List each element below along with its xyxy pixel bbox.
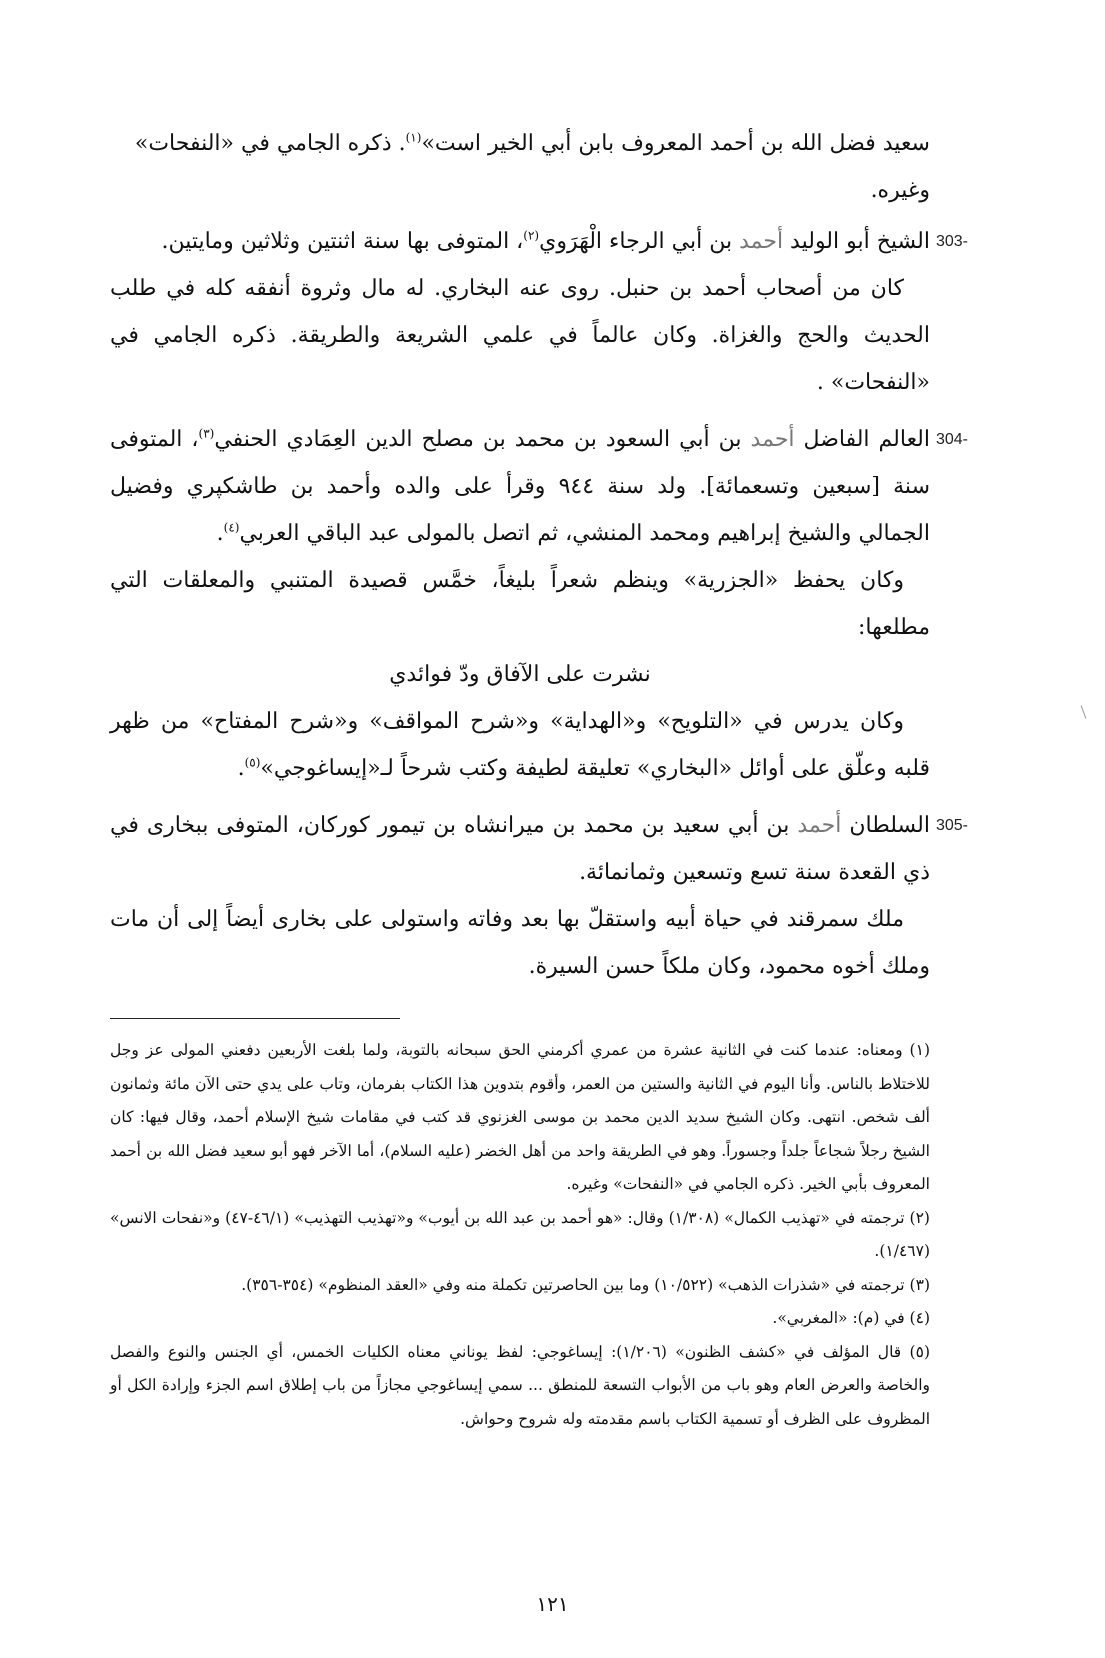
entry-body <box>110 698 930 792</box>
footnote-4: (٤) في (م): «المغربي». <box>772 1309 930 1327</box>
footnote-ref: (٤) <box>223 520 240 535</box>
entry-body-text: وكان يدرس في «التلويح» و«الهداية» و«شرح المواقف» و«شرح المفتاح» من ظهر قلبه وعلّق على أوائل «البخاري» تعليقة لطيفة وكتب شرحاً لـ«إيساغوجي» <box>110 709 930 781</box>
footnote-ref: (١) <box>405 130 422 145</box>
entry-body: كان من أصحاب أحمد بن حنبل. روى عنه البخاري. له مال وثروة أنفقه كله في طلب الحديث والحج والغزاة. وكان عالماً في علمي الشريعة والطريقة. ذكره الجامي في «النفحات» . <box>110 276 930 395</box>
entry-303 <box>110 218 968 406</box>
entry-title: الشيخ أبو الوليد <box>783 229 930 254</box>
footnote-2: (٢) ترجمته في «تهذيب الكمال» (١/٣٠٨) وقال: «هو أحمد بن عبد الله بن أيوب» و«تهذيب التهذيب» (٤٦/١-٤٧) و«نفحات الانس» (١/٤٦٧). <box>110 1208 930 1260</box>
footnote-3: (٣) ترجمته في «شذرات الذهب» (١٠/٥٢٢) وما بين الحاصرتين تكملة منه وفي «العقد المنظوم» (٣٥٤-٣٥٦). <box>241 1275 930 1294</box>
footnotes <box>110 1034 930 1436</box>
opening-line1: سعيد فضل الله بن أحمد المعروف بابن أبي الخير است» <box>421 131 930 156</box>
verse-line: نشرت على الآفاق ودّ فوائدي <box>389 662 651 687</box>
entry-305 <box>110 802 968 990</box>
entry-title: . <box>216 521 224 546</box>
entry-number: 303- <box>935 233 968 250</box>
page-body <box>110 120 968 1436</box>
entry-heading <box>110 802 930 896</box>
entry-name: أحمد <box>797 813 842 838</box>
entry-title: ، المتوفى سنة [سبعين وتسعمائة]. ولد سنة ٩٤٤ وقرأ على والده وأحمد بن طاشكپري وفضيل الجمالي والشيخ إبراهيم ومحمد المنشي، ثم اتصل بالمولى عبد الباقي العربي <box>110 427 931 546</box>
entry-title: العالم الفاضل <box>794 427 930 452</box>
entry-name: أحمد <box>739 229 784 254</box>
entry-heading <box>110 218 930 265</box>
opening-line1-end: . ذكره الجامي في «النفحات» <box>134 131 406 156</box>
entry-number: 304- <box>935 431 968 448</box>
footnote-ref: (٢) <box>523 228 540 243</box>
page-number: ١٢١ <box>536 1592 569 1616</box>
entry-title: السلطان <box>841 813 930 838</box>
entry-body: وكان يحفظ «الجزرية» وينظم شعراً بليغاً، خمَّس قصيدة المتنبي والمعلقات التي مطلعها: <box>110 568 930 640</box>
entry-body: ملك سمرقند في حياة أبيه واستقلّ بها بعد وفاته واستولى على بخارى أيضاً إلى أن مات وملك أخوه محمود، وكان ملكاً حسن السيرة. <box>110 907 930 979</box>
entry-heading <box>110 416 930 557</box>
entry-title: بن أبي الرجاء الْهَرَوي <box>539 229 740 254</box>
entry-304 <box>110 416 968 792</box>
footnote-ref: (٣) <box>198 426 215 441</box>
footnote-ref: (٥) <box>244 755 261 770</box>
entry-body-text: . <box>237 756 245 781</box>
footnote-1: (١) ومعناه: عندما كنت في الثانية عشرة من عمري أكرمني الحق سبحانه بالتوبة، ولما بلغت الأربعين دفعني المولى عز وجل للاختلاط بالناس. وأنا اليوم في الثانية والستين من العمر، وأقوم بتدوين هذا الكتاب بفرمان، وتاب على يدي حتى الآن مائة وثمانون ألف شخص. انتهى. وكان الشيخ سديد الدين محمد بن موسى الغزنوي قد كتب في مقامات شيخ الإسلام أحمد، وقال فيها: كان الشيخ رجلاً شجاعاً جلداً وجسوراً. وهو في الطريقة واحد من أهل الخضر (عليه السلام)، أما الآخر فهو أبو سعيد فضل الله بن أحمد المعروف بأبي الخير. ذكره الجامي في «النفحات» وغيره. <box>110 1041 930 1193</box>
entry-title: ، المتوفى بها سنة اثنتين وثلاثين ومايتين. <box>161 229 524 254</box>
entry-name: أحمد <box>750 427 795 452</box>
entry-title: بن أبي السعود بن محمد بن مصلح الدين العِمَادي الحنفي <box>214 427 751 452</box>
opening-paragraph <box>110 120 930 214</box>
footnote-rule <box>110 1018 400 1019</box>
opening-line2: وغيره. <box>870 178 930 203</box>
entry-number: 305- <box>935 817 968 834</box>
footnote-5: (٥) قال المؤلف في «كشف الظنون» (١/٢٠٦): إيساغوجي: لفظ يوناني معناه الكليات الخمس، أي الجنس والنوع والفصل والخاصة والعرض العام وهو باب من الأبواب التسعة للمنطق ... سمي إيساغوجي مجازاً من باب إطلاق اسم الجزء وإرادة الكل أو المظروف على الظرف أو تسمية الكتاب باسم مقدمته وله شروح وحواش. <box>110 1342 930 1428</box>
margin-mark <box>1081 705 1087 718</box>
footnote-separator <box>110 990 930 1030</box>
entry-title: بن أبي سعيد بن محمد بن ميرانشاه بن تيمور كوركان، المتوفى ببخارى في ذي القعدة سنة تسع وتسعين وثمانمائة. <box>110 813 930 885</box>
